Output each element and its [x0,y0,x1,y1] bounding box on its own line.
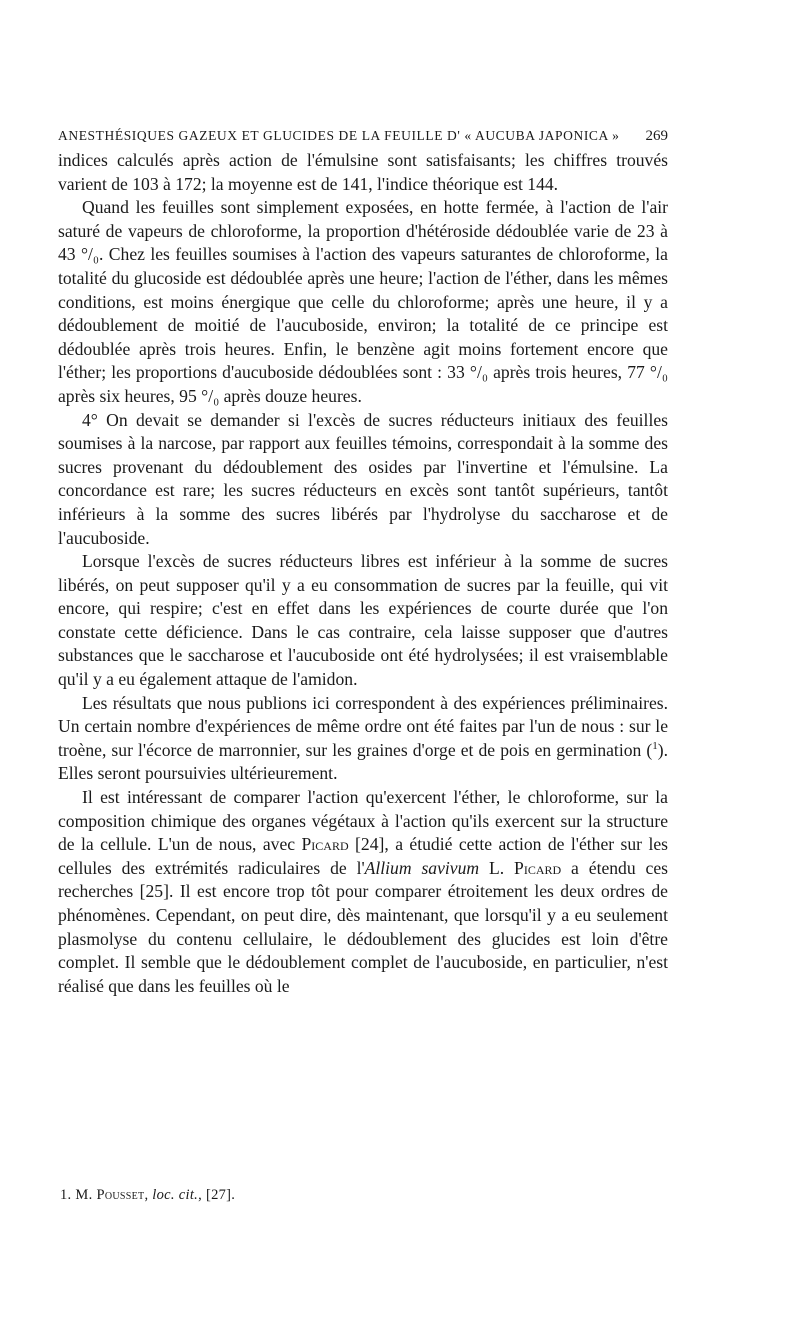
footnote: 1. M. Pousset, loc. cit., [27]. [60,1187,236,1203]
footnote-loc-cit: loc. cit. [152,1187,199,1203]
page-number: 269 [645,128,668,144]
reference-24: [24] [348,834,385,855]
paragraph-6-text-e: . Il est encore trop tôt pour comparer étroitement les deux ordres de phénomènes. Cependant, on peut dire, dès maintenant, que lorsqu'il y a eu seulement plasmolyse du contenu cellulaire, le dédoublement des glucides est loin d'être complet. Il semble que le dédoublement complet de l'aucuboside, en particulier, n'est réalisé que dans les feuilles où le [58,881,668,996]
footnote-author-initial: M. [75,1187,93,1203]
paragraph-6-text-c: L. [479,857,515,878]
paragraph-6 [58,786,668,998]
reference-25: [25] [139,881,169,902]
body-text [58,149,668,998]
footnote-reference: [27]. [205,1187,236,1203]
page-content [58,128,668,998]
author-picard-2: Picard [514,857,562,878]
running-header [58,128,668,145]
paragraph-1: indices calculés après action de l'émulsine sont satisfaisants; les chiffres trouvés varient de 103 à 172; la moyenne est de 141, l'indice théorique est 144. [58,150,668,194]
paragraph-6-text-b: , a étudié cette action de l'éther sur les cellules des extrémités radiculaires de l' [58,834,668,878]
footnote-author: Pousset [96,1187,145,1203]
footnote-number: 1. [60,1187,72,1203]
running-title: ANESTHÉSIQUES GAZEUX ET GLUCIDES DE LA FEUILLE D' « AUCUBA JAPONICA » [58,128,620,143]
paragraph-6-text-d: a étendu ces recherches [58,857,669,902]
paragraph-5 [58,692,668,786]
paragraph-3: 4° On devait se demander si l'excès de sucres réducteurs initiaux des feuilles soumises à la narcose, par rapport aux feuilles témoins, correspondait à la somme des sucres provenant du dédoublement des osides par l'invertine et l'émulsine. La concordance est rare; les sucres réducteurs en excès sont tantôt supérieurs, tantôt inférieurs à la somme des sucres libérés par l'hydrolyse du saccharose et de l'aucuboside. [58,409,668,548]
paragraph-4: Lorsque l'excès de sucres réducteurs libres est inférieur à la somme de sucres libérés, on peut supposer qu'il y a eu consommation de sucres par la feuille, qui vit encore, qui respire; c'est en effet dans les expériences de courte durée que l'on constate cette déficience. Dans le cas contraire, cela laisse supposer que d'autres substances que le saccharose et l'aucuboside ont été hydrolysées; il est vraisemblable qu'il y a eu également attaque de l'amidon. [58,551,668,690]
author-picard: Picard [301,834,349,855]
footnote-marker: 1 [652,739,658,752]
paragraph-2: Quand les feuilles sont simplement exposées, en hotte fermée, à l'action de l'air saturé de vapeurs de chloroforme, la proportion d'hétéroside dédoublée varie de 23 à 43 °/₀. Chez les feuilles soumises à l'action des vapeurs saturantes de chloroforme, la totalité du glucoside est dédoublée après une heure; l'action de l'éther, dans les mêmes conditions, est moins énergique que celle du chloroforme; après une heure, il y a dédoublement de moitié de l'aucuboside, environ; la totalité de ce principe est dédoublée après trois heures. Enfin, le benzène agit moins fortement encore que l'éther; les proportions d'aucuboside dédoublées sont : 33 °/₀ après trois heures, 77 °/₀ après six heures, 95 °/₀ après douze heures. [58,197,668,406]
paragraph-6-text-a: Il est intéressant de comparer l'action qu'exercent l'éther, le chloroforme, sur la composition chimique des organes végétaux à l'action qu'ils exercent sur la structure de la cellule. L'un de nous, avec [58,787,668,855]
paragraph-5-text: Les résultats que nous publions ici correspondent à des expériences préliminaires. Un certain nombre d'expériences de même ordre ont été faites par l'un de nous : sur le troène, sur l'écorce de marronnier, sur les graines d'orge et de pois en germination ( [58,692,668,760]
paragraph-5-text-end: ). Elles seront poursuivies ultérieurement. [58,739,668,784]
species-name: Allium savivum [364,857,480,878]
